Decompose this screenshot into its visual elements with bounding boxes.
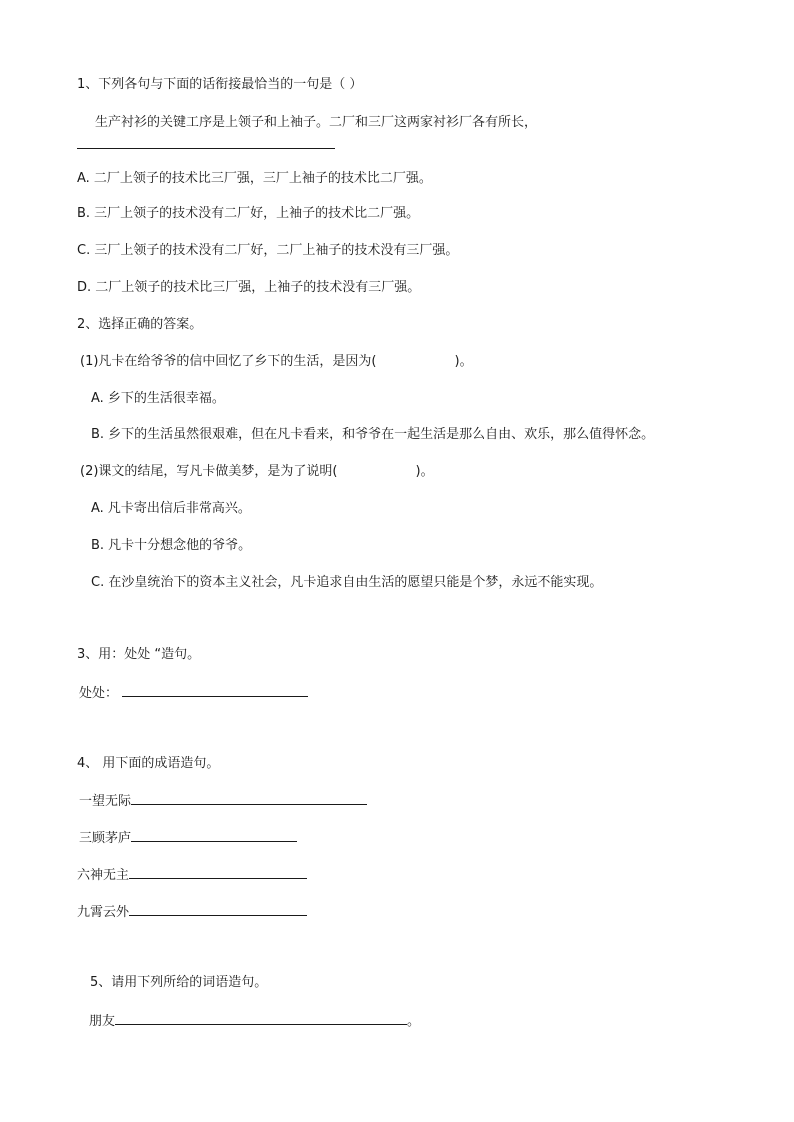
- question-3-word: 处处：: [79, 686, 119, 701]
- question-1-option-d: D. 二厂上领子的技术比三厂强，上袖子的技术没有三厂强。: [77, 280, 421, 295]
- idiom-label: 九霄云外: [77, 905, 130, 920]
- question-2-sub-2-option-a: A. 凡卡寄出信后非常高兴。: [91, 501, 251, 516]
- idiom-row: [79, 828, 297, 848]
- question-1-option-c: C. 三厂上领子的技术没有二厂好，二厂上袖子的技术没有三厂强。: [77, 243, 459, 258]
- question-3-answer-blank[interactable]: [122, 683, 308, 697]
- question-3-answer-row: [79, 683, 308, 703]
- question-1-stem: 生产衬衫的关键工序是上领子和上袖子。二厂和三厂这两家衬衫厂各有所长，: [95, 115, 538, 130]
- idiom-label: 一望无际: [79, 794, 132, 809]
- question-2-sub-1-prefix: (1)凡卡在给爷爷的信中回忆了乡下的生活，是因为(: [80, 354, 377, 369]
- idiom-label: 六神无主: [77, 868, 130, 883]
- question-2-sub-1: [80, 353, 473, 371]
- idiom-answer-blank[interactable]: [129, 865, 307, 879]
- question-5-end-mark: 。: [407, 1014, 421, 1029]
- question-5-answer-blank[interactable]: [115, 1011, 407, 1025]
- idiom-row: [77, 865, 307, 885]
- question-1-option-b: B. 三厂上领子的技术没有二厂好，上袖子的技术比二厂强。: [77, 206, 420, 221]
- question-1-answer-line[interactable]: [77, 148, 335, 149]
- idiom-answer-blank[interactable]: [129, 902, 307, 916]
- question-2-title: 2、选择正确的答案。: [77, 317, 203, 332]
- idiom-label: 三顾茅庐: [79, 831, 132, 846]
- idiom-row: [77, 902, 307, 922]
- question-3-title: 3、用：处处 “造句。: [77, 647, 201, 662]
- idiom-answer-blank[interactable]: [131, 828, 297, 842]
- idiom-row: [79, 791, 367, 811]
- question-1-option-a: A. 二厂上领子的技术比三厂强，三厂上袖子的技术比二厂强。: [77, 171, 432, 186]
- idiom-answer-blank[interactable]: [131, 791, 367, 805]
- question-5-word: 朋友: [89, 1014, 116, 1029]
- question-2-sub-1-option-b: B. 乡下的生活虽然很艰难，但在凡卡看来，和爷爷在一起生活是那么自由、欢乐，那么值得怀念。: [91, 427, 655, 442]
- question-2-sub-1-suffix: )。: [454, 354, 473, 369]
- question-2-sub-2-option-c: C. 在沙皇统治下的资本主义社会，凡卡追求自由生活的愿望只能是个梦，永远不能实现。: [91, 575, 603, 590]
- question-1-title: 1、下列各句与下面的话衔接最恰当的一句是（ ）: [77, 77, 363, 92]
- question-5-title: 5、请用下列所给的词语造句。: [90, 975, 268, 990]
- question-2-sub-2-option-b: B. 凡卡十分想念他的爷爷。: [91, 538, 252, 553]
- question-2-sub-2-prefix: (2)课文的结尾，写凡卡做美梦，是为了说明(: [80, 464, 338, 479]
- question-2-sub-2: [80, 463, 434, 481]
- question-5-answer-row: [89, 1011, 420, 1031]
- question-2-sub-1-option-a: A. 乡下的生活很幸福。: [91, 391, 225, 406]
- question-2-sub-2-suffix: )。: [415, 464, 434, 479]
- question-4-title: 4、 用下面的成语造句。: [77, 756, 220, 771]
